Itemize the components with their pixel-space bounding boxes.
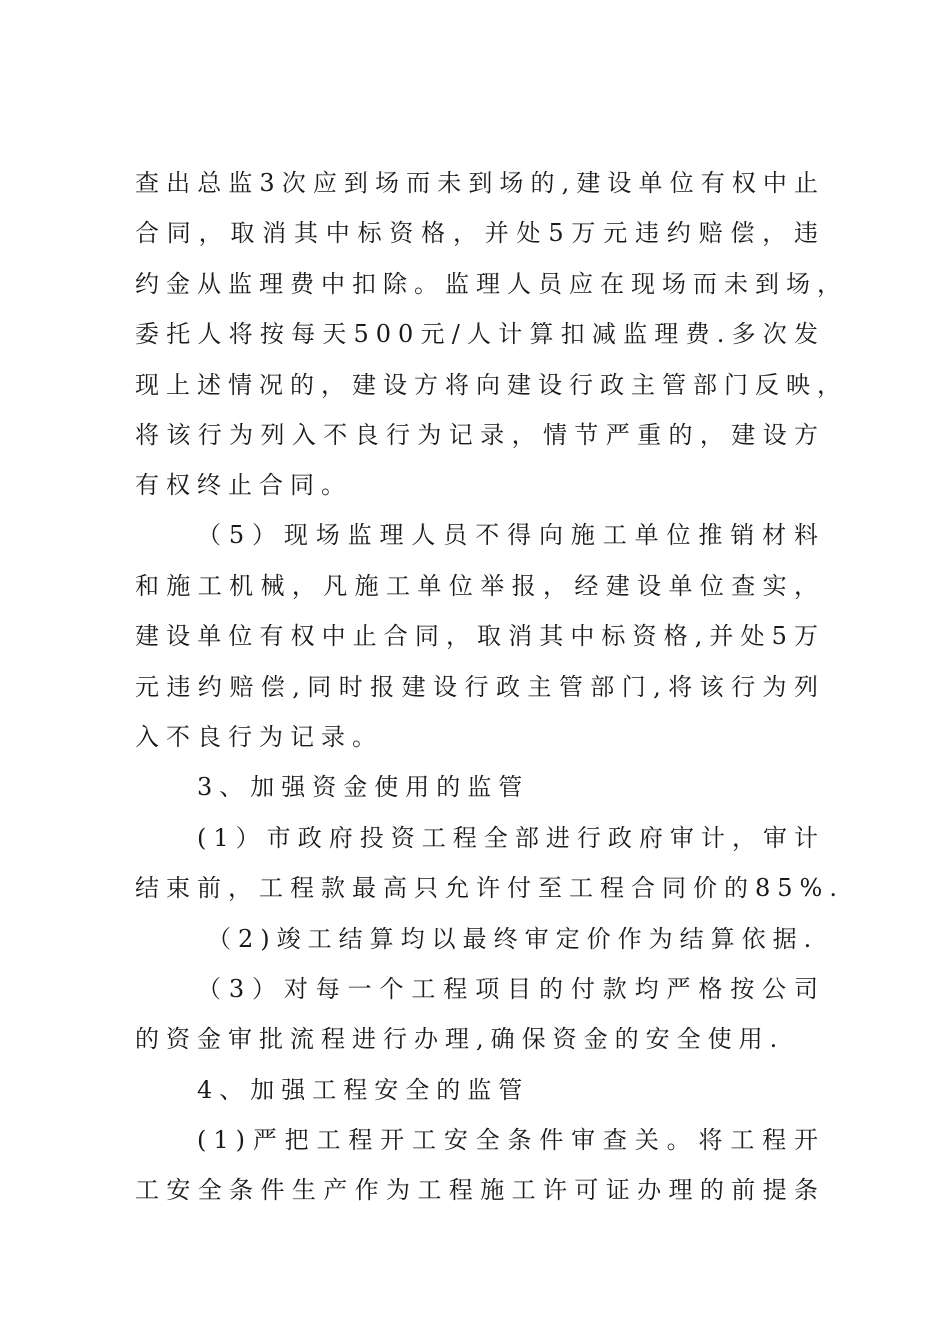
text-line-12: 入不良行为记录。 [135,723,383,751]
text-line-1: 查出总监3次应到场而未到场的,建设单位有权中止 [135,169,825,197]
text-line-18: 的资金审批流程进行办理,确保资金的安全使用. [135,1025,785,1053]
text-line-10: 建设单位有权中止合同，取消其中标资格,并处5万 [135,622,825,650]
paragraph-5-start: （5）现场监理人员不得向施工单位推销材料 [197,521,825,549]
text-line-5: 现上述情况的，建设方将向建设行政主管部门反映， [135,371,848,399]
item-3-start: （3）对每一个工程项目的付款均严格按公司 [197,975,825,1003]
text-line-3: 约金从监理费中扣除。监理人员应在现场而未到场， [135,270,848,298]
text-line-15: 结束前，工程款最高只允许付至工程合同价的85%. [135,874,844,902]
text-line-9: 和施工机械，凡施工单位举报，经建设单位查实， [135,572,825,600]
item-2: （2)竣工结算均以最终审定价作为结算依据. [207,925,819,953]
item-1-start: (1）市政府投资工程全部进行政府审计，审计 [197,824,825,852]
text-line-4: 委托人将按每天500元/人计算扣减监理费.多次发 [135,320,825,348]
text-line-7: 有权终止合同。 [135,471,352,499]
section-heading-4: 4、加强工程安全的监管 [197,1076,530,1104]
section-heading-3: 3、加强资金使用的监管 [197,773,530,801]
text-line-6: 将该行为列入不良行为记录，情节严重的，建设方 [135,421,825,449]
text-line-2: 合同，取消其中标资格，并处5万元违约赔偿，违 [135,219,825,247]
item-1-safety-start: (1)严把工程开工安全条件审查关。将工程开 [197,1126,825,1154]
text-line-21: 工安全条件生产作为工程施工许可证办理的前提条 [135,1176,825,1204]
text-line-11: 元违约赔偿,同时报建设行政主管部门,将该行为列 [135,673,825,701]
